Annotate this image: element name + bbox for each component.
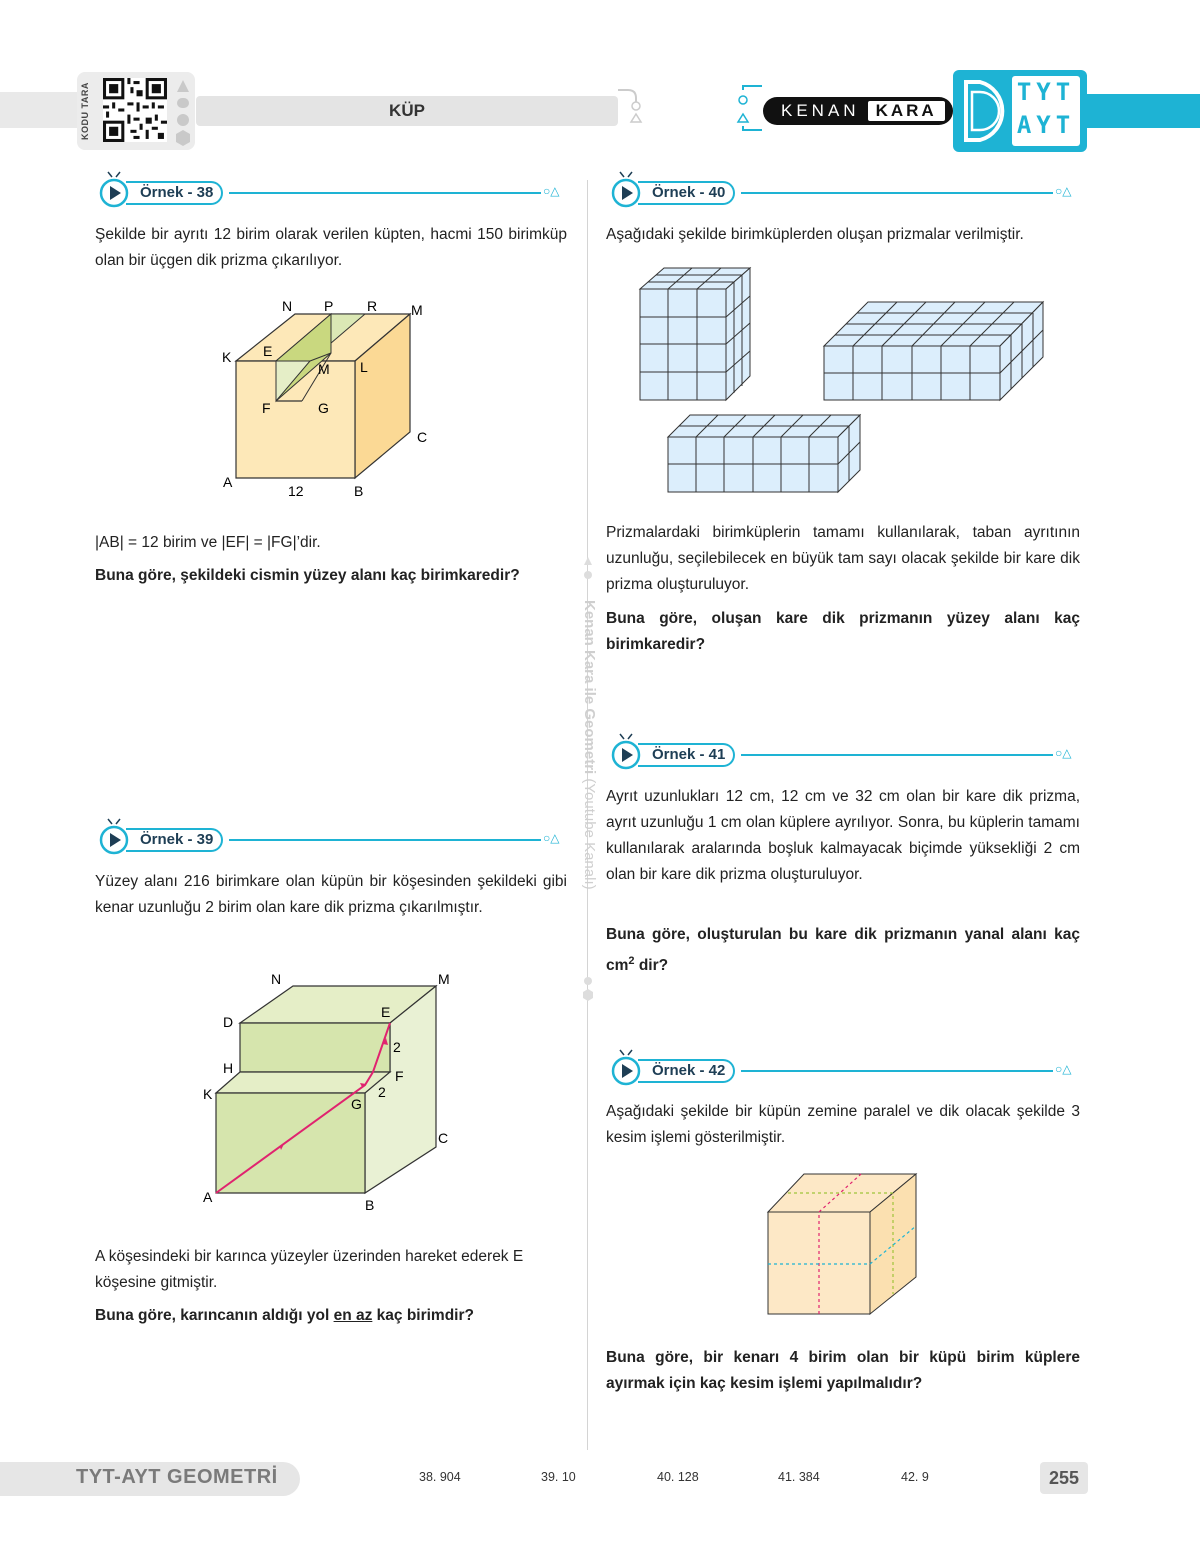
example-40-label: Örnek - 40 — [638, 181, 735, 205]
answer-41: 41. 384 — [778, 1470, 820, 1484]
brand-name — [763, 97, 953, 125]
circle-triangle-icon: ○△ — [543, 831, 560, 845]
label-G: G — [351, 1096, 362, 1112]
answer-39: 39. 10 — [541, 1470, 576, 1484]
example-41-text: Ayrıt uzunlukları 12 cm, 12 cm ve 32 cm olan bir kare dik prizma, ayrıt uzunluğu 1 cm olan küplere ayrılıyor. Sonra, bu küplerin tamamı kullanılarak aralarında boşluk kalmayacak biçimde yüksekliği 2 cm olan bir kare dik prizma oluşturuluyor. — [606, 788, 1080, 883]
example-39-figure — [195, 965, 455, 1217]
label-K: K — [222, 349, 232, 365]
label-A: A — [203, 1189, 213, 1205]
footer-title: TYT-AYT GEOMETRİ — [76, 1466, 278, 1488]
example-39-label: Örnek - 39 — [126, 828, 223, 852]
example-42-text: Aşağıdaki şekilde bir küpün zemine paralel ve dik olacak şekilde 3 kesim işlemi gösterilmiştir. — [606, 1103, 1080, 1146]
brand-first: KENAN — [781, 101, 860, 120]
example-40-text: Aşağıdaki şekilde birimküplerden oluşan prizmalar verilmiştir. — [606, 226, 1024, 243]
label-E: E — [381, 1004, 391, 1020]
qr-code[interactable] — [103, 78, 167, 142]
label-C: C — [417, 429, 428, 445]
side-shape-icons-2 — [580, 975, 596, 1005]
example-40-header — [606, 178, 1080, 208]
label-E: E — [263, 343, 273, 359]
example-42-header — [606, 1056, 1080, 1086]
label-12: 12 — [288, 483, 304, 499]
label-M-inner: M — [318, 361, 330, 377]
side-channel-text — [578, 600, 598, 960]
header-band-right — [1087, 94, 1200, 128]
label-2b: 2 — [378, 1084, 386, 1100]
example-39-text: Yüzey alanı 216 birimkare olan küpün bir köşesinden şekildeki gibi kenar uzunluğu 2 birim olan kare dik prizma çıkarılmıştır. — [95, 873, 567, 916]
label-M: M — [438, 971, 450, 987]
header-band-left — [0, 92, 80, 128]
circle-triangle-icon: ○△ — [543, 184, 560, 198]
example-39-header — [94, 825, 568, 855]
label-G: G — [318, 400, 329, 416]
brand-last: KARA — [868, 101, 945, 121]
label-F: F — [395, 1068, 404, 1084]
qr-label: KODU TARA — [80, 82, 90, 140]
example-40-question: Buna göre, oluşan kare dik prizmanın yüzey alanı kaç birimkaredir? — [606, 610, 1080, 653]
q41-post: dir? — [634, 957, 669, 975]
example-38-given: |AB| = 12 birim ve |EF| = |FG|’dir. — [95, 534, 321, 551]
label-F: F — [262, 400, 271, 416]
label-K: K — [203, 1086, 213, 1102]
header-rule — [741, 1070, 1053, 1072]
q39-pre: Buna göre, karıncanın aldığı yol — [95, 1307, 334, 1324]
answer-42: 42. 9 — [901, 1470, 929, 1484]
exam-badge-text — [1012, 76, 1080, 146]
example-42-label: Örnek - 42 — [638, 1059, 735, 1083]
example-38-text: Şekilde bir ayrıtı 12 birim olarak verilen küpten, hacmi 150 birimküp olan bir üçgen dik prizma çıkarılıyor. — [95, 226, 567, 269]
side-channel-main: Kenan Kara ile Geometri — [581, 600, 598, 775]
circle-triangle-icon: ○△ — [1055, 1062, 1072, 1076]
header-rule — [741, 192, 1053, 194]
title-connector — [616, 84, 646, 130]
example-38-figure — [210, 290, 440, 505]
label-L: L — [360, 359, 368, 375]
label-H: H — [223, 1060, 234, 1076]
answer-38: 38. 904 — [419, 1470, 461, 1484]
label-2a: 2 — [393, 1039, 401, 1055]
protractor-icon — [960, 78, 1010, 144]
label-N: N — [282, 298, 293, 314]
q39-underlined: en az — [333, 1307, 373, 1324]
label-P: P — [324, 298, 334, 314]
example-38-question: Buna göre, şekildeki cismin yüzey alanı kaç birimkaredir? — [95, 567, 520, 584]
header-rule — [229, 839, 541, 841]
q39-post: kaç birimdir? — [372, 1307, 474, 1324]
example-41-header — [606, 740, 1080, 770]
example-38-label: Örnek - 38 — [126, 181, 223, 205]
page-title: KÜP — [196, 96, 618, 126]
exam-line-tyt: TYT — [1016, 78, 1076, 106]
label-C: C — [438, 1130, 449, 1146]
q41-pre: Buna göre, oluşturulan bu kare dik prizmanın yanal alanı kaç cm — [606, 926, 1080, 975]
label-B: B — [354, 483, 364, 499]
side-shape-icons — [580, 555, 596, 595]
label-B: B — [365, 1197, 375, 1213]
label-R: R — [367, 298, 378, 314]
shape-icons — [173, 78, 193, 146]
label-A: A — [223, 474, 233, 490]
label-N: N — [271, 971, 282, 987]
example-40-text2: Prizmalardaki birimküplerin tamamı kullanılarak, taban ayrıtının uzunluğu, seçilebilecek en büyük tam sayı olacak şekilde bir kare dik prizma oluşturuluyor. — [606, 524, 1080, 593]
page-number: 255 — [1040, 1462, 1088, 1494]
answer-40: 40. 128 — [657, 1470, 699, 1484]
header-rule — [741, 754, 1053, 756]
brand-connector — [734, 80, 764, 136]
label-D: D — [223, 1014, 234, 1030]
q41-sup: 2 — [628, 955, 635, 967]
header-rule — [229, 192, 541, 194]
circle-triangle-icon: ○△ — [1055, 746, 1072, 760]
circle-triangle-icon: ○△ — [1055, 184, 1072, 198]
example-39-question — [95, 1303, 567, 1329]
label-M: M — [411, 302, 423, 318]
example-42-question: Buna göre, bir kenarı 4 birim olan bir küpü birim küplere ayırmak için kaç kesim işlemi yapılmalıdır? — [606, 1349, 1080, 1392]
example-40-figure — [630, 262, 1050, 498]
exam-line-ayt: AYT — [1016, 111, 1076, 139]
side-channel-sub: (Youtube Kanalı) — [581, 778, 598, 890]
example-41-label: Örnek - 41 — [638, 743, 735, 767]
example-42-figure — [760, 1165, 925, 1320]
example-39-text2: A köşesindeki bir karınca yüzeyler üzerinden hareket ederek E köşesine gitmiştir. — [95, 1248, 524, 1291]
example-41-question — [606, 922, 1080, 979]
example-38-header — [94, 178, 568, 208]
